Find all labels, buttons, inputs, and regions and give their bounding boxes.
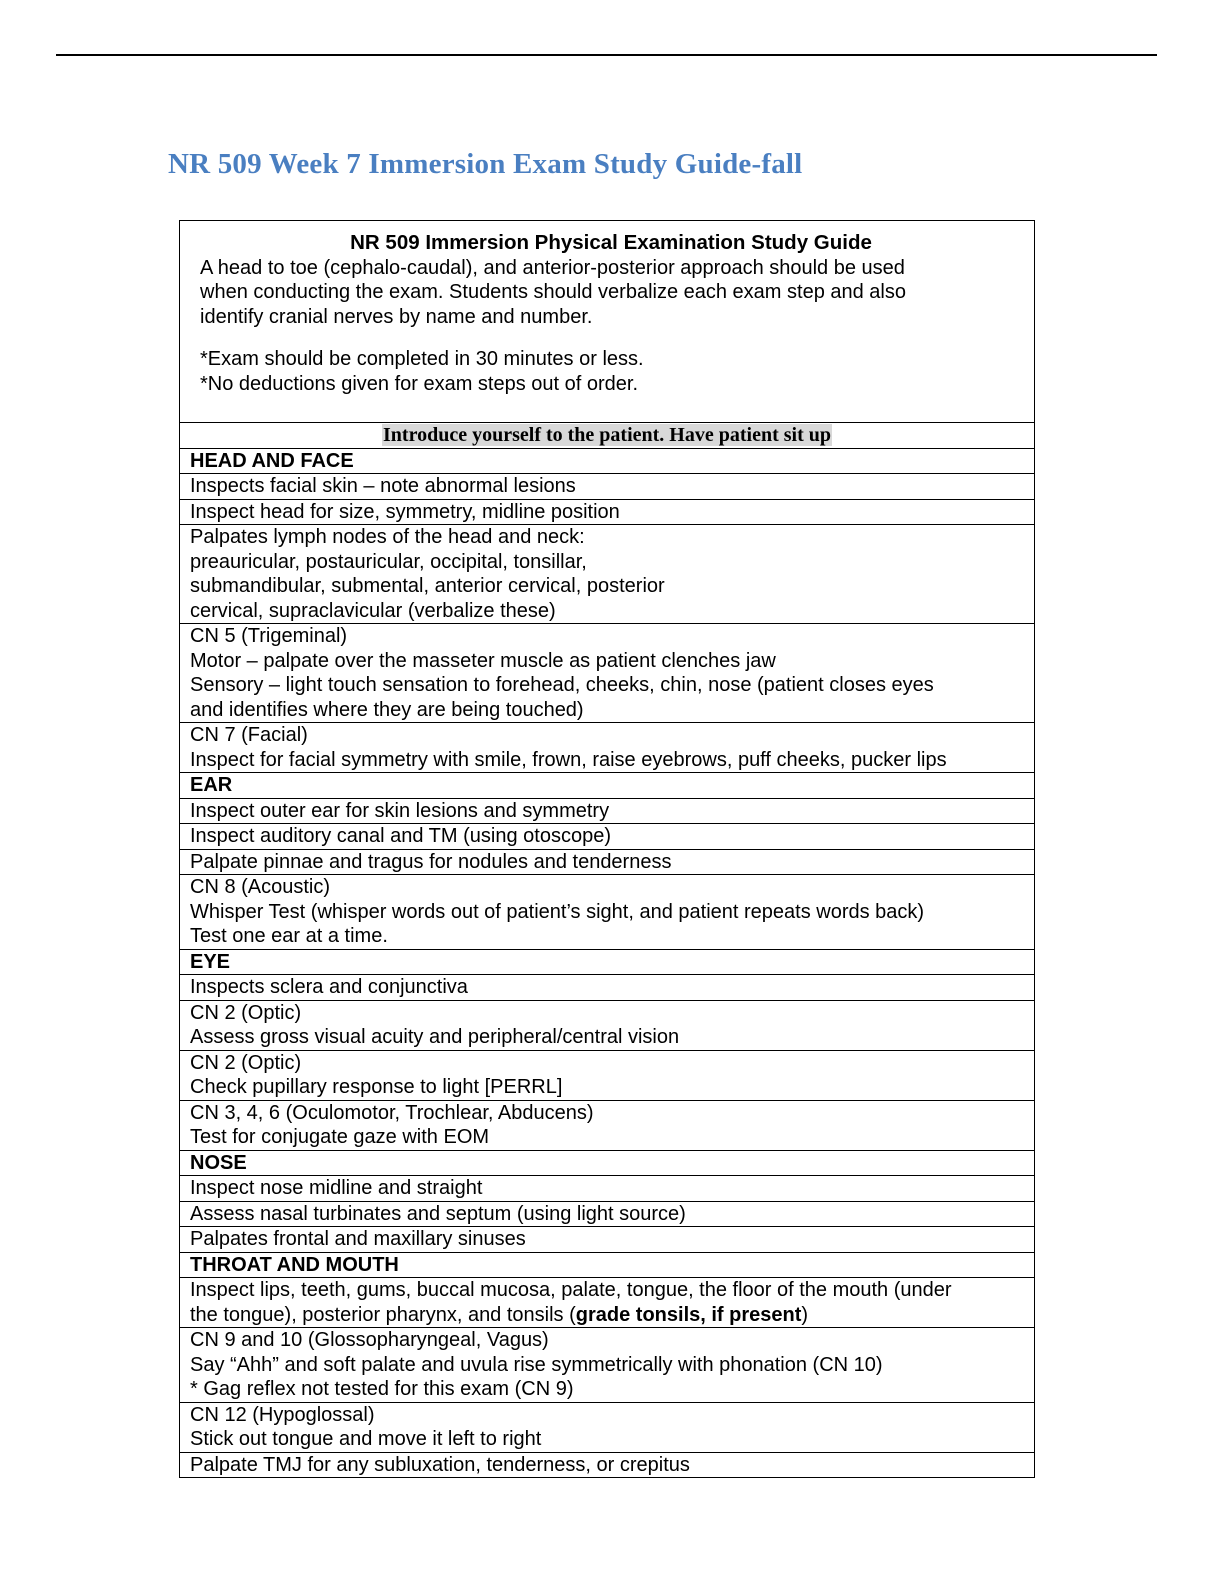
intro-cell <box>180 221 1035 423</box>
exam-step-cell <box>180 474 1035 500</box>
step-line: Palpate TMJ for any subluxation, tenderness, or crepitus <box>190 1453 690 1476</box>
step-text: ) <box>801 1303 809 1326</box>
exam-step-cell <box>180 1328 1035 1403</box>
step-line: Inspect lips, teeth, gums, buccal mucosa, palate, tongue, the floor of the mouth (under <box>190 1279 952 1301</box>
intro-note: *Exam should be completed in 30 minutes or less. <box>200 348 644 370</box>
step-line: Motor – palpate over the masseter muscle as patient clenches jaw <box>190 649 776 672</box>
document-title: NR 509 Week 7 Immersion Exam Study Guide-fall <box>168 148 803 180</box>
intro-line: when conducting the exam. Students should verbalize each exam step and also <box>200 281 906 303</box>
banner-cell <box>180 423 1035 449</box>
step-line: Stick out tongue and move it left to right <box>190 1428 542 1450</box>
section-nose: NOSE <box>180 1150 1035 1176</box>
step-line: CN 12 (Hypoglossal) <box>190 1403 375 1426</box>
step-line: Test one ear at a time. <box>190 925 388 947</box>
exam-step-cell <box>180 849 1035 875</box>
step-line: Whisper Test (whisper words out of patient’s sight, and patient repeats words back) <box>190 900 925 923</box>
step-line: CN 5 (Trigeminal) <box>190 625 348 647</box>
step-line: Palpates lymph nodes of the head and neck: <box>190 526 585 548</box>
step-line: * Gag reflex not tested for this exam (CN 9) <box>190 1378 574 1400</box>
step-line: CN 7 (Facial) <box>190 724 308 746</box>
exam-step-row <box>180 723 1035 773</box>
step-line: Test for conjugate gaze with EOM <box>190 1126 490 1148</box>
intro-row <box>180 221 1035 423</box>
intro-line: A head to toe (cephalo-caudal), and anterior-posterior approach should be used <box>200 256 905 279</box>
step-line: Check pupillary response to light [PERRL] <box>190 1076 563 1098</box>
step-text: the tongue), posterior pharynx, and tonsils ( <box>190 1303 576 1326</box>
step-line: CN 8 (Acoustic) <box>190 876 331 898</box>
exam-step-row <box>180 1100 1035 1150</box>
exam-step-row <box>180 525 1035 624</box>
step-line: and identifies where they are being touched) <box>190 698 584 721</box>
step-line: Inspect outer ear for skin lesions and symmetry <box>190 799 610 822</box>
step-line: CN 3, 4, 6 (Oculomotor, Trochlear, Abducens) <box>190 1101 594 1124</box>
exam-step-row <box>180 499 1035 525</box>
exam-step-row <box>180 875 1035 950</box>
exam-step-cell <box>180 1201 1035 1227</box>
exam-step-cell <box>180 875 1035 950</box>
exam-step-row <box>180 824 1035 850</box>
step-line: Assess nasal turbinates and septum (using light source) <box>190 1202 686 1225</box>
banner-text: Introduce yourself to the patient. Have patient sit up <box>383 424 831 446</box>
step-line: submandibular, submental, anterior cervical, posterior <box>190 575 665 597</box>
step-line: Inspect auditory canal and TM (using otoscope) <box>190 825 611 847</box>
section-eye: EYE <box>180 949 1035 975</box>
section-throat-and-mouth: THROAT AND MOUTH <box>180 1252 1035 1278</box>
step-line: Assess gross visual acuity and peripheral/central vision <box>190 1026 680 1048</box>
exam-step-row <box>180 1402 1035 1452</box>
step-line: Say “Ahh” and soft palate and uvula rise symmetrically with phonation (CN 10) <box>190 1353 883 1376</box>
step-line: Inspects sclera and conjunctiva <box>190 976 468 998</box>
exam-step-cell <box>180 1100 1035 1150</box>
exam-step-row <box>180 624 1035 723</box>
step-line: CN 2 (Optic) <box>190 1001 302 1024</box>
exam-step-row <box>180 1050 1035 1100</box>
exam-step-cell <box>180 1176 1035 1202</box>
study-guide-table <box>179 220 1035 1478</box>
step-line: CN 9 and 10 (Glossopharyngeal, Vagus) <box>190 1329 549 1351</box>
banner-row <box>180 423 1035 449</box>
step-line <box>190 1303 1024 1328</box>
step-line: Palpate pinnae and tragus for nodules and tenderness <box>190 850 672 873</box>
step-line: Inspect for facial symmetry with smile, frown, raise eyebrows, puff cheeks, pucker lips <box>190 748 947 771</box>
exam-step-row <box>180 1452 1035 1478</box>
section-header-row <box>180 1252 1035 1278</box>
exam-step-cell <box>180 824 1035 850</box>
exam-step-row <box>180 1278 1035 1328</box>
exam-step-cell <box>180 1452 1035 1478</box>
exam-step-row <box>180 1328 1035 1403</box>
intro-note: *No deductions given for exam steps out of order. <box>200 372 639 395</box>
step-line: Inspect head for size, symmetry, midline position <box>190 500 620 523</box>
exam-step-row <box>180 474 1035 500</box>
step-line: Palpates frontal and maxillary sinuses <box>190 1228 526 1250</box>
exam-step-row <box>180 849 1035 875</box>
step-line: preauricular, postauricular, occipital, tonsillar, <box>190 550 587 573</box>
exam-step-row <box>180 1227 1035 1253</box>
exam-step-cell <box>180 975 1035 1001</box>
step-line: CN 2 (Optic) <box>190 1051 302 1074</box>
section-ear: EAR <box>180 773 1035 799</box>
exam-step-row <box>180 1000 1035 1050</box>
exam-step-row <box>180 975 1035 1001</box>
exam-step-cell <box>180 798 1035 824</box>
exam-step-cell <box>180 1402 1035 1452</box>
step-line: Sensory – light touch sensation to forehead, cheeks, chin, nose (patient closes eyes <box>190 674 934 696</box>
exam-step-cell <box>180 723 1035 773</box>
section-head-and-face: HEAD AND FACE <box>180 448 1035 474</box>
exam-step-row <box>180 798 1035 824</box>
exam-step-row <box>180 1201 1035 1227</box>
step-line: cervical, supraclavicular (verbalize these) <box>190 599 556 622</box>
exam-step-row <box>180 1176 1035 1202</box>
section-header-row <box>180 773 1035 799</box>
intro-line: identify cranial nerves by name and number. <box>200 305 593 328</box>
header-rule <box>56 54 1157 56</box>
exam-step-cell <box>180 1278 1035 1328</box>
exam-step-cell <box>180 624 1035 723</box>
step-line: Inspects facial skin – note abnormal lesions <box>190 475 576 497</box>
exam-step-cell <box>180 1000 1035 1050</box>
exam-step-cell <box>180 1227 1035 1253</box>
section-header-row <box>180 1150 1035 1176</box>
exam-step-cell <box>180 525 1035 624</box>
exam-step-cell <box>180 499 1035 525</box>
step-emphasis: grade tonsils, if present <box>575 1303 802 1326</box>
exam-step-cell <box>180 1050 1035 1100</box>
intro-title: NR 509 Immersion Physical Examination Study Guide <box>350 231 872 254</box>
section-header-row <box>180 949 1035 975</box>
step-line: Inspect nose midline and straight <box>190 1177 483 1199</box>
section-header-row <box>180 448 1035 474</box>
